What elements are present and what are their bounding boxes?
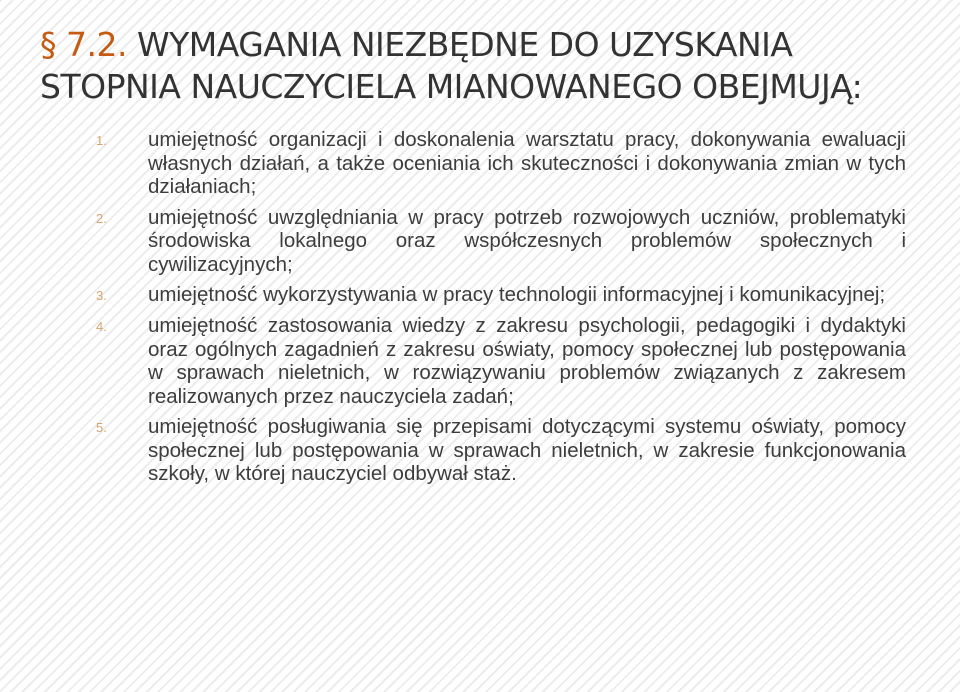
list-marker: 2. [96,210,107,226]
slide-title [40,24,920,108]
section-number: 7.2. [66,25,127,64]
list-item-text: umiejętność organizacji i doskonalenia warsztatu pracy, dokonywania ewaluacji własnych działań, a także oceniania ich skuteczności i dokonywania zmian w tych działaniach; [148,128,906,198]
list-item-text: umiejętność zastosowania wiedzy z zakresu psychologii, pedagogiki i dydaktyki oraz ogólnych zagadnień z zakresu oświaty, pomocy społecznej lub postępowania w sprawach nieletnich, w rozwiązywaniu problemów związanych z zakresem realizowanych przez nauczyciela zadań; [148,314,906,408]
list-item-text: umiejętność wykorzystywania w pracy technologii informacyjnej i komunikacyjnej; [148,283,886,306]
section-sign: § [40,25,56,64]
title-line-2: STOPNIA NAUCZYCIELA MIANOWANEGO OBEJMUJĄ: [40,67,863,106]
list-marker: 1. [96,133,107,148]
title-line-1: WYMAGANIA NIEZBĘDNE DO UZYSKANIA [136,25,793,64]
list-item [96,314,906,408]
list-item [96,283,906,307]
list-item [96,415,906,486]
list-item [96,128,906,199]
list-marker: 5. [96,420,107,435]
list-marker: 4. [96,319,107,334]
list-item-text: umiejętność uwzględniania w pracy potrzeb rozwojowych uczniów, problematyki środowiska lokalnego oraz współczesnych problemów społecznych i cywilizacyjnych; [148,205,906,276]
requirements-list [96,128,906,493]
list-item-text: umiejętność posługiwania się przepisami dotyczącymi systemu oświaty, pomocy społecznej lub postępowania w sprawach nieletnich, w zakresie funkcjonowania szkoły, w której nauczyciel odbywał staż. [148,415,906,485]
list-marker: 3. [96,288,107,303]
list-item [96,206,906,277]
